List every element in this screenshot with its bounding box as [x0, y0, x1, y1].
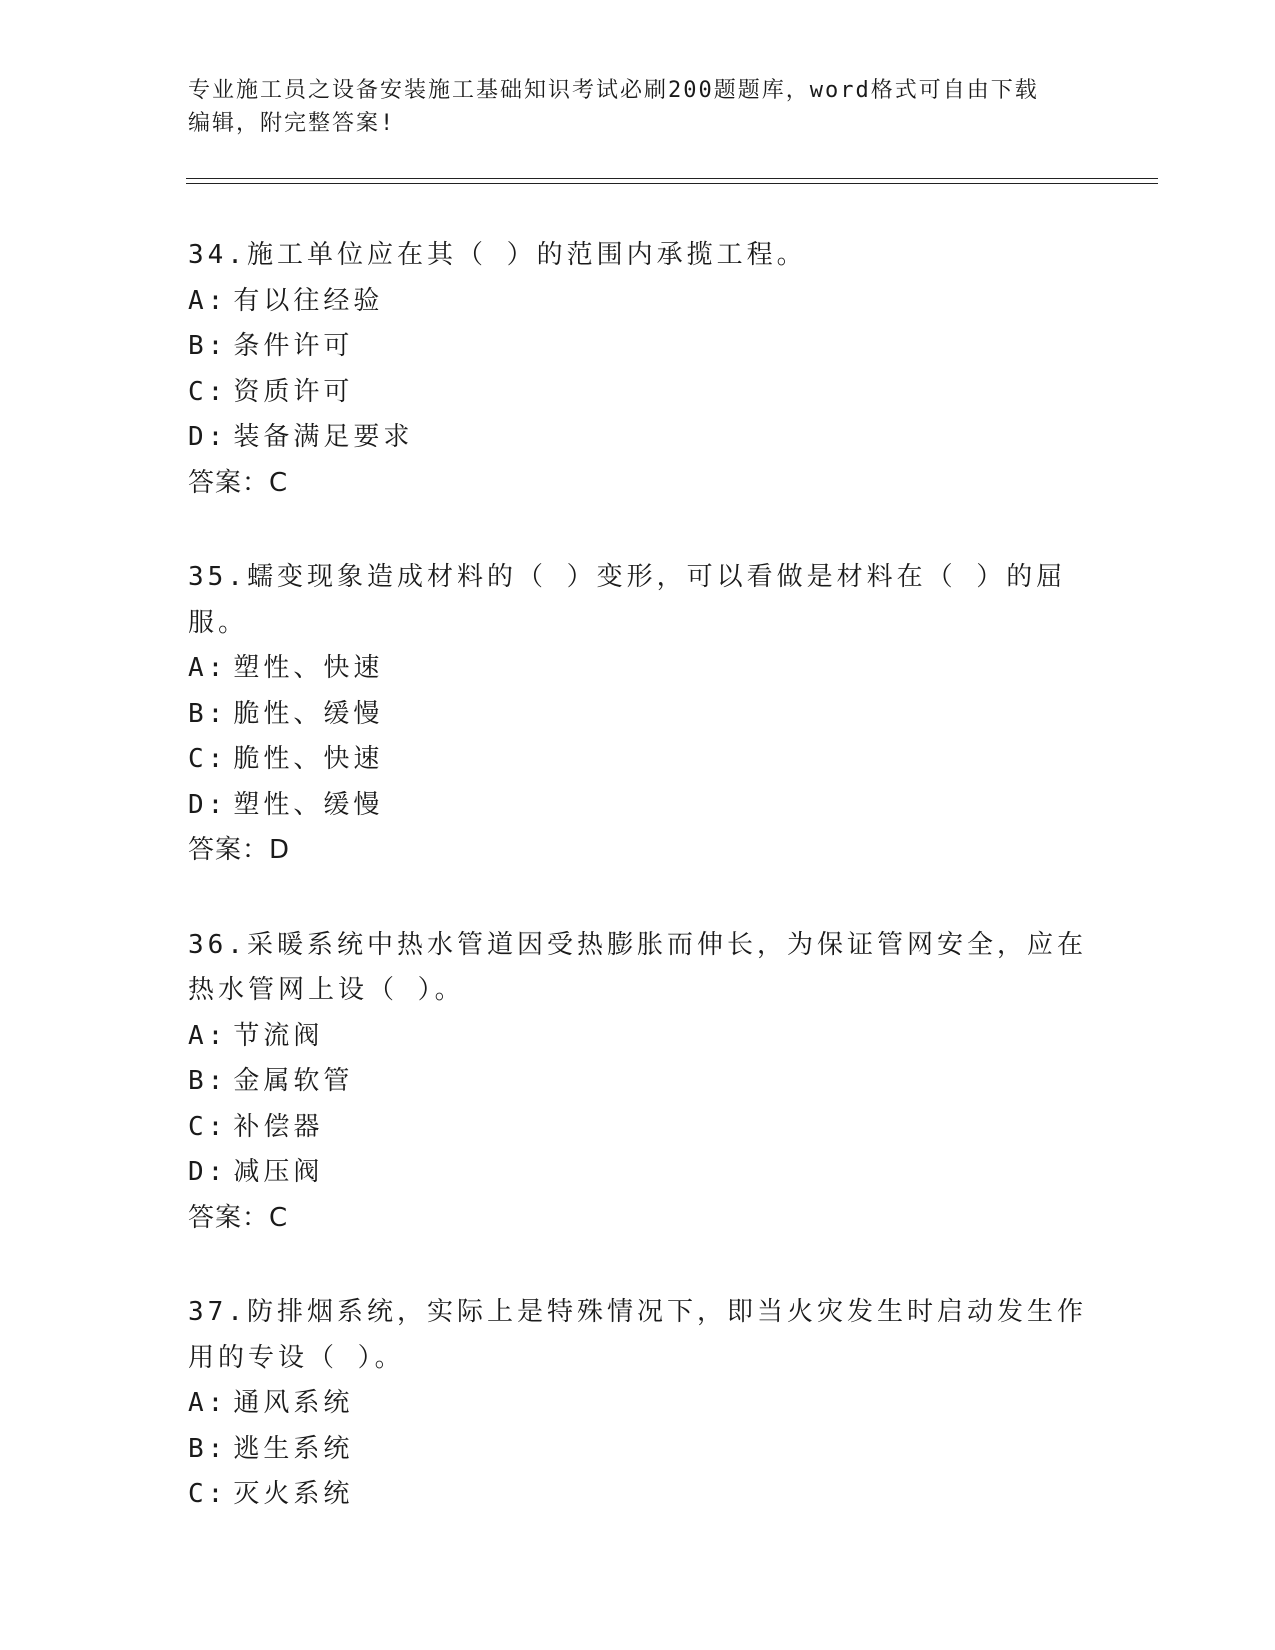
header-line-2: 编辑，附完整答案! — [188, 111, 396, 136]
option-a — [188, 1014, 1088, 1060]
option-a — [188, 279, 1088, 325]
header-double-rule — [186, 178, 1158, 184]
option-text: 资质许可 — [233, 376, 354, 407]
option-text: 补偿器 — [233, 1111, 324, 1142]
option-text: 灭火系统 — [233, 1479, 354, 1509]
option-letter: D: — [188, 1157, 228, 1187]
option-b — [188, 692, 1088, 738]
option-b — [188, 1427, 1088, 1473]
question-36 — [188, 923, 1088, 1242]
option-text: 塑性、快速 — [233, 653, 384, 683]
option-letter: C: — [188, 376, 228, 407]
option-c — [188, 737, 1088, 783]
option-b — [188, 1059, 1088, 1105]
option-a — [188, 646, 1088, 692]
option-letter: B: — [188, 1066, 228, 1096]
option-c — [188, 1472, 1088, 1518]
option-letter: B: — [188, 698, 228, 729]
option-text: 脆性、快速 — [233, 744, 384, 774]
answer-line: 答案：C — [188, 467, 289, 498]
option-d — [188, 415, 1088, 461]
option-text: 脆性、缓慢 — [233, 698, 384, 729]
option-text: 塑性、缓慢 — [233, 789, 384, 820]
option-letter: C: — [188, 744, 228, 774]
option-c — [188, 1105, 1088, 1151]
option-letter: D: — [188, 422, 228, 452]
question-34 — [188, 233, 1088, 506]
option-text: 节流阀 — [233, 1020, 324, 1051]
question-stem: 36.采暖系统中热水管道因受热膨胀而伸长，为保证管网安全，应在热水管网上设（ ）。 — [188, 929, 1087, 1005]
option-letter: C: — [188, 1111, 228, 1142]
option-c — [188, 370, 1088, 416]
question-37 — [188, 1290, 1088, 1518]
option-text: 有以往经验 — [233, 285, 384, 316]
option-text: 逃生系统 — [233, 1433, 354, 1464]
question-stem: 34.施工单位应在其（ ）的范围内承揽工程。 — [188, 240, 807, 270]
answer-line: 答案：C — [188, 1202, 289, 1233]
question-stem: 37.防排烟系统，实际上是特殊情况下，即当火灾发生时启动发生作用的专设（ ）。 — [188, 1297, 1087, 1373]
option-letter: B: — [188, 1433, 228, 1464]
option-letter: A: — [188, 1388, 228, 1418]
option-d — [188, 1150, 1088, 1196]
document-header — [188, 74, 1078, 140]
option-a — [188, 1381, 1088, 1427]
option-text: 通风系统 — [233, 1388, 354, 1418]
option-letter: A: — [188, 285, 228, 316]
question-35 — [188, 555, 1088, 874]
option-letter: A: — [188, 653, 228, 683]
option-letter: A: — [188, 1020, 228, 1051]
option-text: 装备满足要求 — [233, 422, 414, 452]
option-text: 减压阀 — [233, 1157, 324, 1187]
header-line-1: 专业施工员之设备安装施工基础知识考试必刷200题题库，word格式可自由下载 — [188, 78, 1039, 103]
answer-line: 答案：D — [188, 835, 291, 865]
option-letter: D: — [188, 789, 228, 820]
question-list — [188, 233, 1088, 1567]
question-stem: 35.蠕变现象造成材料的（ ）变形，可以看做是材料在（ ）的屈服。 — [188, 562, 1067, 638]
option-b — [188, 324, 1088, 370]
option-text: 金属软管 — [233, 1066, 354, 1096]
option-text: 条件许可 — [233, 331, 354, 361]
option-letter: C: — [188, 1479, 228, 1509]
option-letter: B: — [188, 331, 228, 361]
option-d — [188, 783, 1088, 829]
